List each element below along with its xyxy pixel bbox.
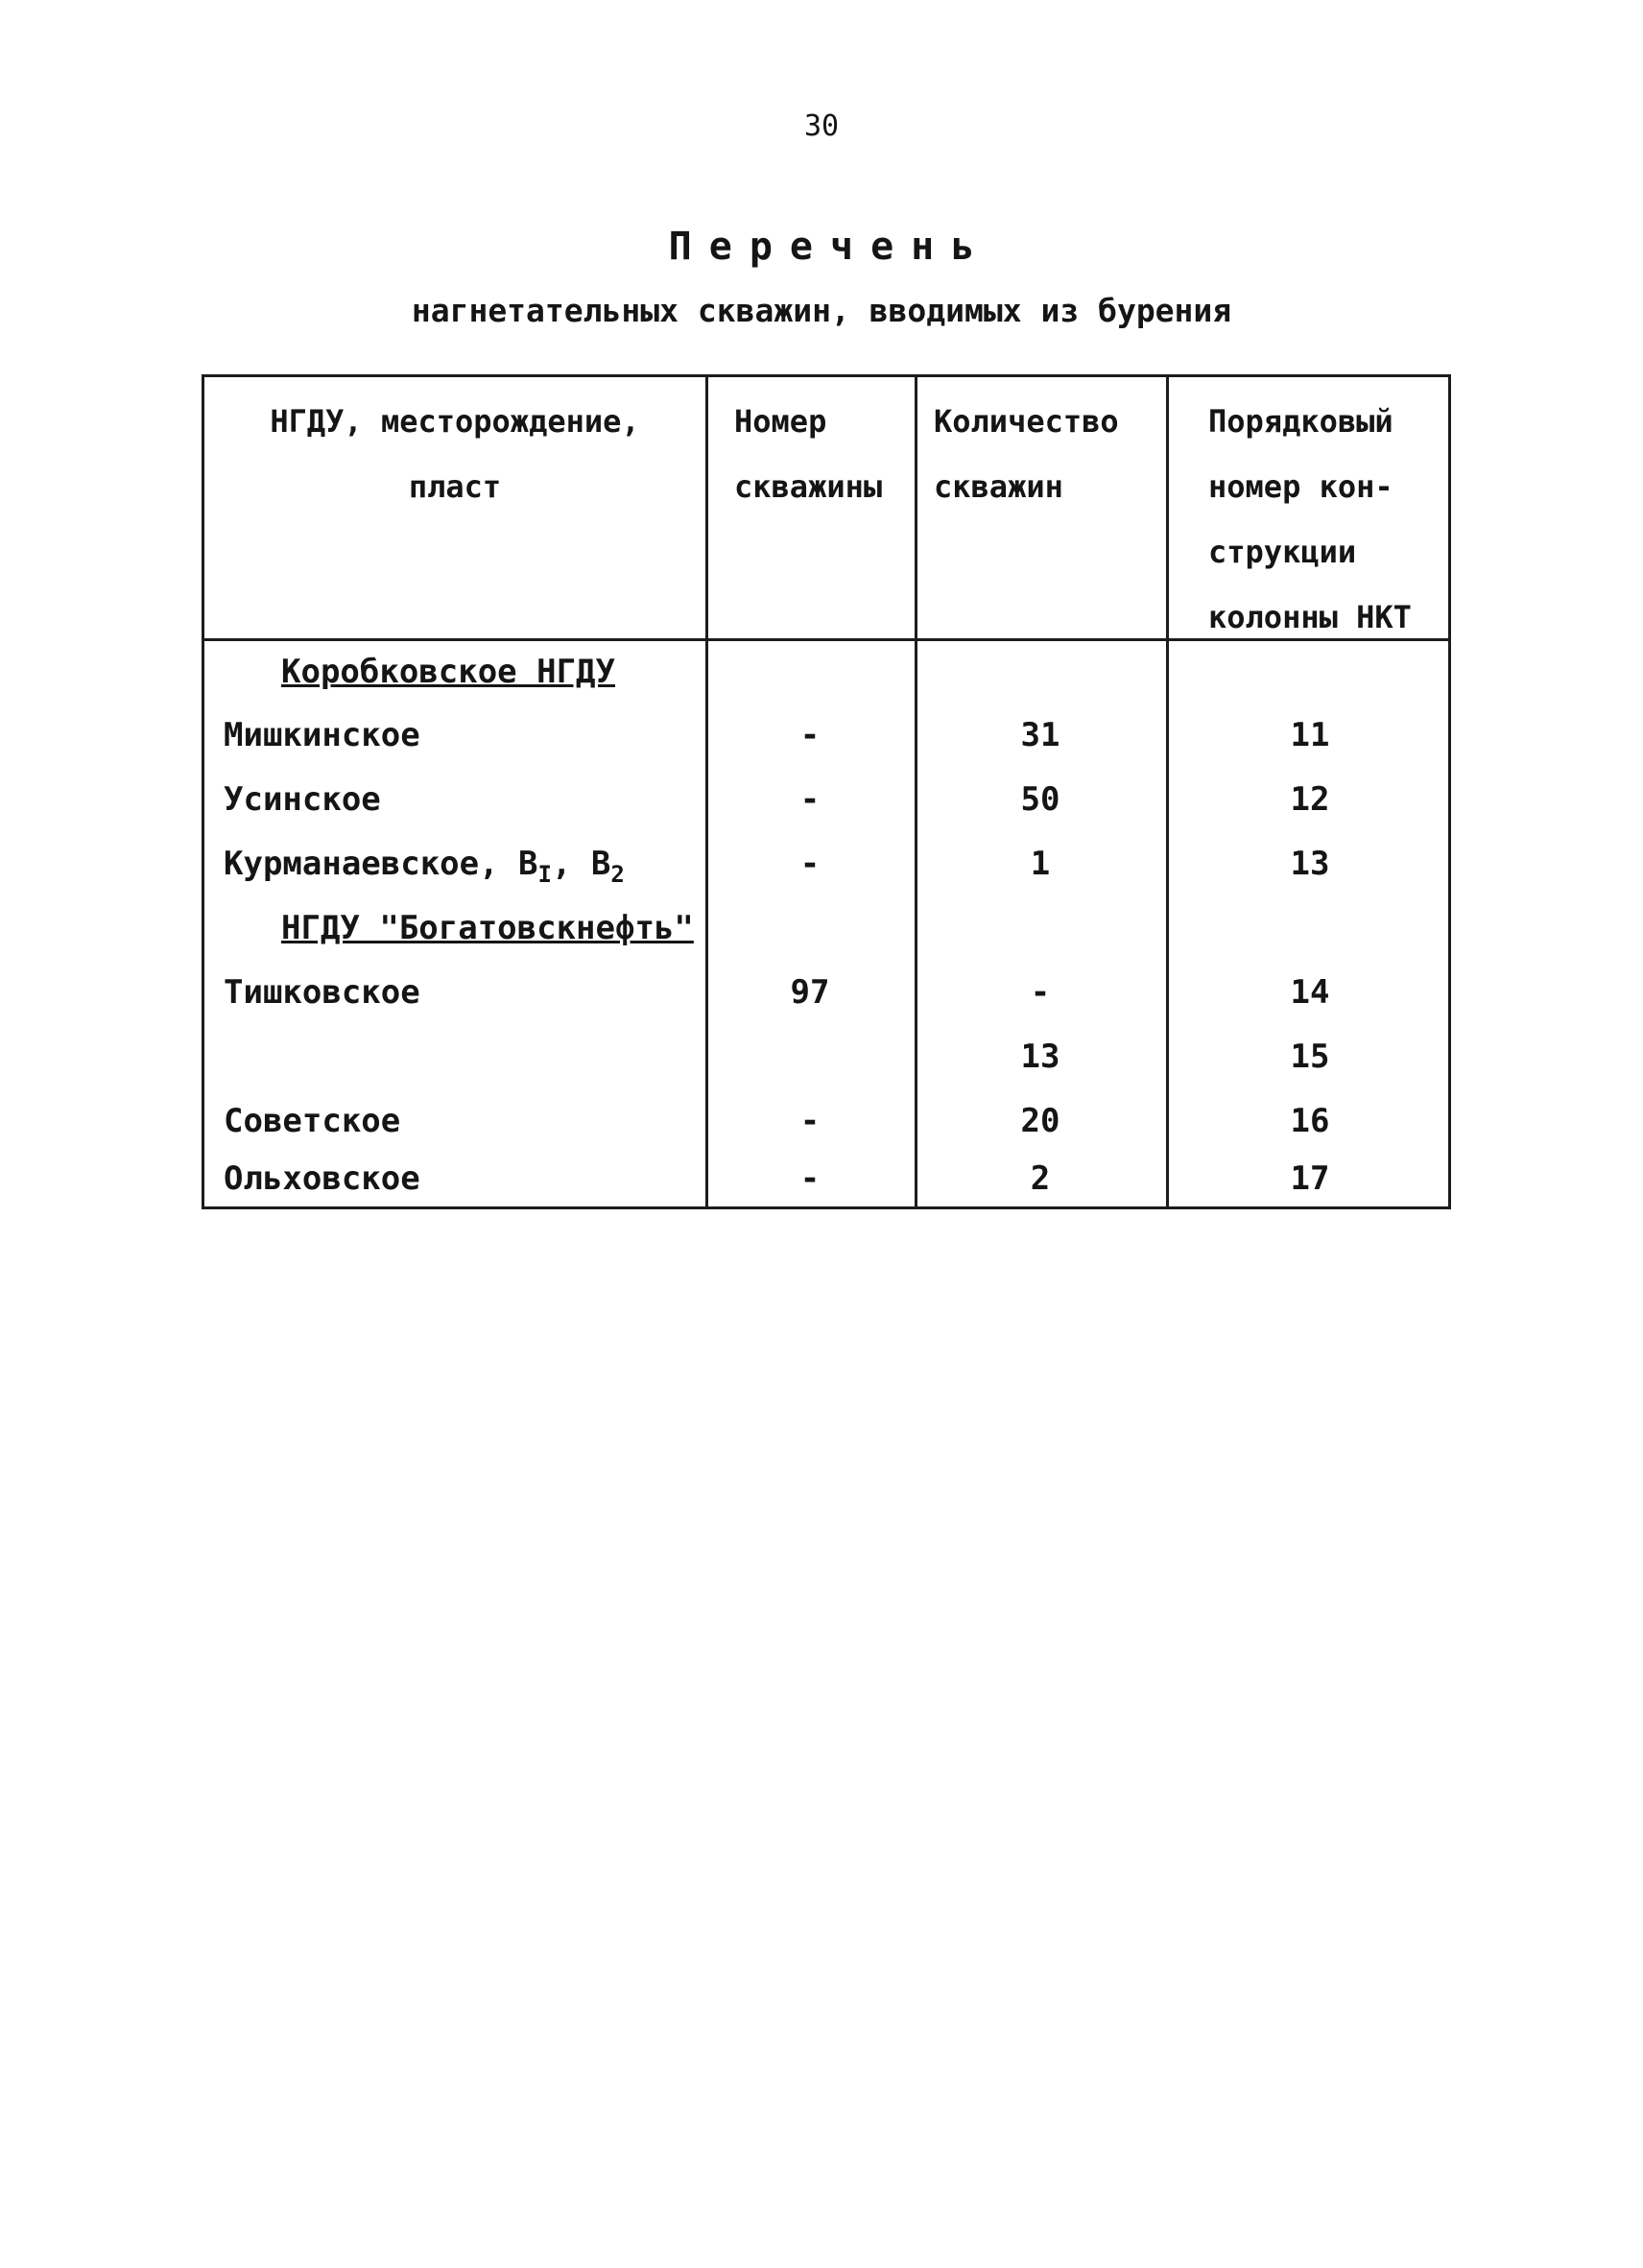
- header-well-number: [734, 389, 915, 519]
- group-heading: НГДУ "Богатовскнефть": [281, 909, 694, 947]
- header-seq-line: колонны НКТ: [1208, 599, 1412, 635]
- field-name: Советское: [224, 1102, 401, 1140]
- well-count: 20: [1020, 1102, 1060, 1140]
- well-number: -: [799, 780, 821, 819]
- group-heading: Коробковское НГДУ: [281, 653, 615, 691]
- sequence-number: 12: [1290, 780, 1330, 819]
- well-count: 13: [1020, 1038, 1060, 1076]
- sequence-number: 17: [1290, 1159, 1330, 1198]
- well-number: -: [799, 1102, 821, 1140]
- header-sequence-number: [1208, 389, 1454, 650]
- well-number: -: [799, 845, 821, 883]
- header-well-line: скважины: [734, 468, 883, 505]
- sequence-number: 11: [1290, 716, 1330, 754]
- layer-subscript: 2: [610, 861, 625, 888]
- header-seq-line: струкции: [1208, 534, 1357, 570]
- well-count: 1: [1030, 845, 1051, 883]
- field-name: Тишковское: [224, 973, 420, 1012]
- field-name-text: , В: [551, 845, 611, 883]
- sequence-number: 13: [1290, 845, 1330, 883]
- layer-subscript: I: [537, 861, 552, 888]
- well-number: -: [799, 716, 821, 754]
- header-seq-line: номер кон-: [1208, 468, 1393, 505]
- header-count-line: Количество: [934, 403, 1119, 440]
- header-count-line: скважин: [934, 468, 1063, 505]
- field-name: Мишкинское: [224, 716, 420, 754]
- header-field-line: пласт: [408, 468, 502, 505]
- header-seq-line: Порядковый: [1208, 403, 1393, 440]
- field-name-text: Курманаевское, В: [224, 845, 538, 883]
- document-title: Перечень: [668, 225, 992, 269]
- well-count: 50: [1020, 780, 1060, 819]
- header-field-line: НГДУ, месторождение,: [270, 403, 640, 440]
- page-number: 30: [803, 109, 840, 143]
- header-well-count: [934, 389, 1166, 519]
- wells-table: [202, 374, 1451, 1209]
- header-field: [204, 389, 705, 519]
- field-name: Ольховское: [224, 1159, 420, 1198]
- sequence-number: 14: [1290, 973, 1330, 1012]
- document-subtitle: нагнетательных скважин, вводимых из бурения: [411, 292, 1232, 329]
- well-count: 31: [1020, 716, 1060, 754]
- field-name: [224, 840, 625, 898]
- sequence-number: 16: [1290, 1102, 1330, 1140]
- field-name: Усинское: [224, 780, 381, 819]
- well-number: -: [799, 1159, 821, 1198]
- well-number: 97: [790, 973, 830, 1012]
- well-count: 2: [1030, 1159, 1051, 1198]
- sequence-number: 15: [1290, 1038, 1330, 1076]
- header-well-line: Номер: [734, 403, 827, 440]
- well-count: -: [1030, 973, 1051, 1012]
